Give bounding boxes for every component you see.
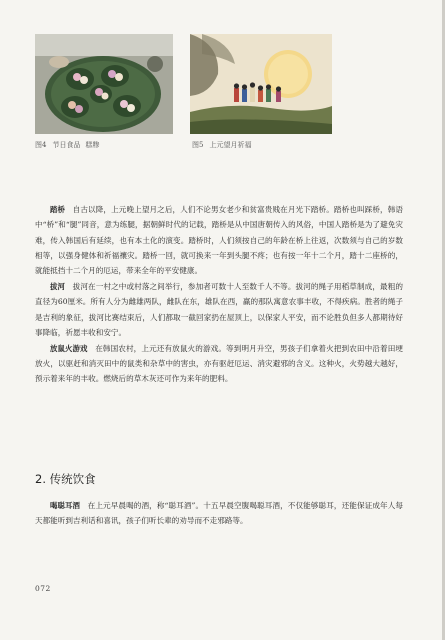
figure-5-caption (192, 140, 251, 150)
paragraph-term: 放鼠火游戏 (50, 343, 88, 353)
figure-5-painting (190, 34, 332, 134)
paragraph-ear-wine (35, 498, 403, 529)
paragraph-term: 喝聪耳酒 (50, 501, 80, 510)
figure-5-label: 图5 (192, 141, 204, 149)
paragraph-term: 踏桥 (50, 205, 65, 214)
paragraph-mouse-fire (35, 341, 403, 387)
full-moon-prayer-icon (190, 34, 332, 134)
figure-5-title: 上元望月祈福 (209, 141, 252, 149)
paragraph-tagyo (35, 202, 403, 278)
figure-4-photo (35, 34, 173, 134)
paragraph-text: 拔河在一村之中或村落之间举行，参加者可数十人至数千人不等。拔河的绳子用稻草制成，最粗的直径为60厘米。所有人分为雌雄两队，雌队在东，雄队在西，赢的那队寓意农事丰收，不得疾病。胜者的绳子是吉利的象征，拔河比赛结束后，人们都取一截回家扔在屋顶上，以保家人平安，而不论胜负但多人都期待好事降临，祈愿丰收和安宁。 (35, 281, 403, 337)
paragraph-text: 在韩国农村，上元还有放鼠火的游戏。等到明月升空，男孩子们拿着火把到农田中沿着田埂放火，以驱赶和消灭田中的鼠类和杂草中的害虫，亦有驱赶厄运、消灾避邪的含义。这种火，火势越大越好，预示着来年的丰收。燃烧后的草木灰还可作为来年的肥料。 (35, 343, 403, 384)
body-text-section-2 (35, 498, 403, 529)
figure-4-subtitle: 糕糁 (85, 141, 100, 149)
paragraph-term: 拔河 (50, 281, 65, 291)
section-heading: 2. 传统饮食 (35, 472, 96, 486)
paragraph-tug-of-war (35, 279, 403, 340)
paragraph-text: 自古以降，上元晚上望月之后，人们不论男女老少和贫富贵贱在月光下踏桥。踏桥也叫踩桥，韩语中“桥”和“腿”同音，意为练腿，据朝鲜时代的记载，踏桥是从中国唐朝传入的风俗，中国人踏桥是为了避免灾难，传入韩国后有延续，也有本土化的演变。踏桥时，人们须按自己的年龄在桥上往返，次数须与自己的岁数相等，以强身健体和祈福禳灾。踏桥一回，就可换来一年到头腿不疼；也有按一年十二个月，踏十二座桥的，就能抵挡十二个月的厄运，带来全年的平安健康。 (35, 205, 403, 276)
figure-4-caption (35, 140, 99, 150)
page-number: 072 (35, 584, 51, 593)
rice-cake-plate-icon (35, 34, 173, 134)
figure-4-label: 图4 (35, 141, 47, 149)
paragraph-text: 在上元早晨喝的酒，称“聪耳酒”。十五早晨空腹喝聪耳酒，不仅能够聪耳，还能保证成年人每天都能听到吉利话和喜讯，孩子们听长辈的劝导而不走邪路等。 (35, 501, 403, 526)
figure-4-title: 节日食品 (52, 141, 81, 149)
body-text (35, 202, 403, 387)
